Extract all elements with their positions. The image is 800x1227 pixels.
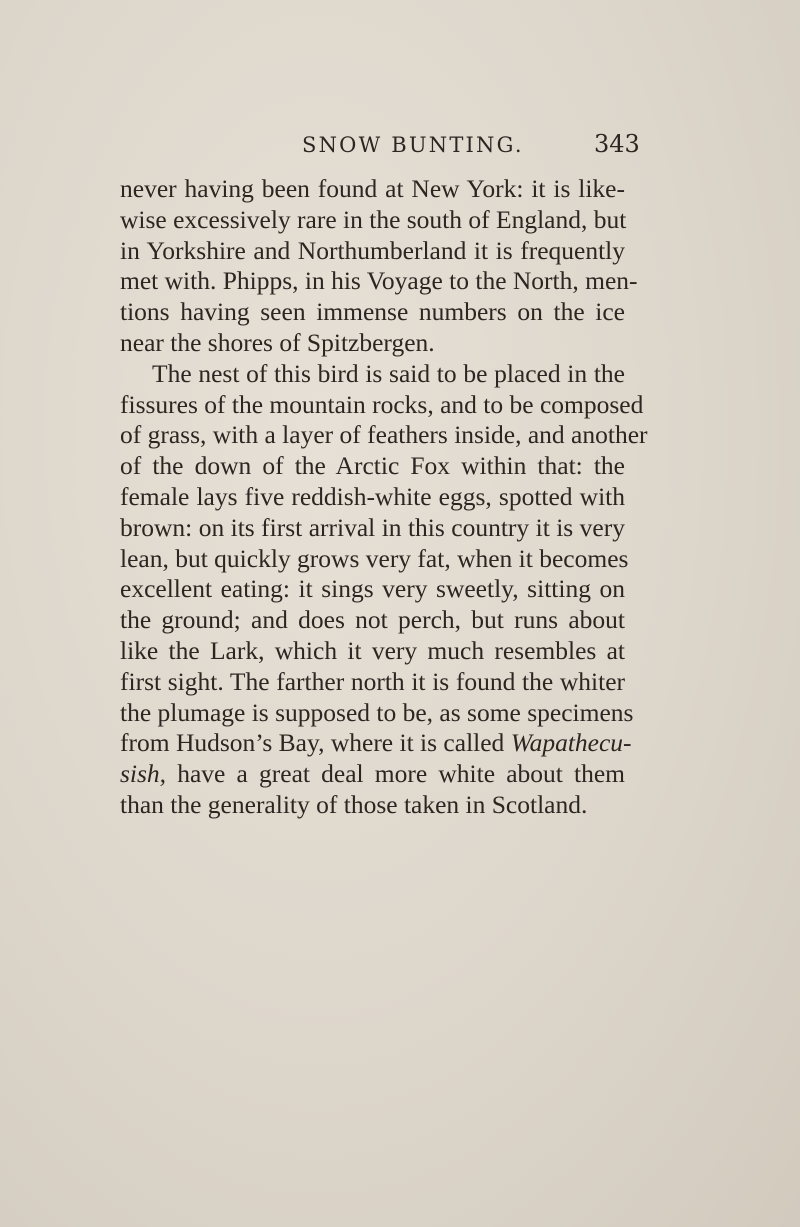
text-line: excellent eating: it sings very sweetly, sitting on: [120, 574, 625, 604]
text-line: wise excessively rare in the south of England, but: [120, 204, 627, 234]
text-line-mixed: [120, 728, 632, 759]
body-text: [120, 174, 648, 821]
text-line-mixed: [120, 759, 625, 790]
text-line: female lays five reddish-white eggs, spotted with: [120, 481, 625, 511]
text-line: like the Lark, which it very much resembles at: [120, 635, 625, 665]
text-line: first sight. The farther north it is found the whiter: [120, 666, 625, 696]
text-line: near the shores of Spitzbergen.: [120, 327, 435, 357]
text-line: of grass, with a layer of feathers inside, and another: [120, 420, 648, 450]
text-line: in Yorkshire and Northumberland it is frequently: [120, 235, 625, 265]
text-line: tions having seen immense numbers on the ice: [120, 297, 625, 327]
page-number: 343: [594, 130, 640, 158]
text-line: met with. Phipps, in his Voyage to the North, men-: [120, 266, 638, 296]
text-line: never having been found at New York: it is like-: [120, 174, 625, 203]
text-line: the plumage is supposed to be, as some specimens: [120, 697, 634, 727]
text-line: The nest of this bird is said to be placed in the: [152, 358, 625, 388]
italic-term: sish,: [120, 759, 167, 789]
running-title: SNOW BUNTING.: [302, 133, 524, 157]
text-line: than the generality of those taken in Scotland.: [120, 789, 588, 819]
text-line: lean, but quickly grows very fat, when it becomes: [120, 543, 629, 573]
text-line: brown: on its first arrival in this country it is very: [120, 512, 625, 542]
text-line: the ground; and does not perch, but runs about: [120, 605, 625, 635]
text-line: fissures of the mountain rocks, and to be composed: [120, 389, 644, 419]
text-segment: from Hudson’s Bay, where it is called: [120, 728, 505, 758]
text-line: of the down of the Arctic Fox within that: the: [120, 451, 625, 481]
running-head: [0, 130, 800, 163]
text-segment: have a great deal more white about them: [177, 759, 625, 789]
italic-term: Wapathecu-: [510, 728, 632, 758]
